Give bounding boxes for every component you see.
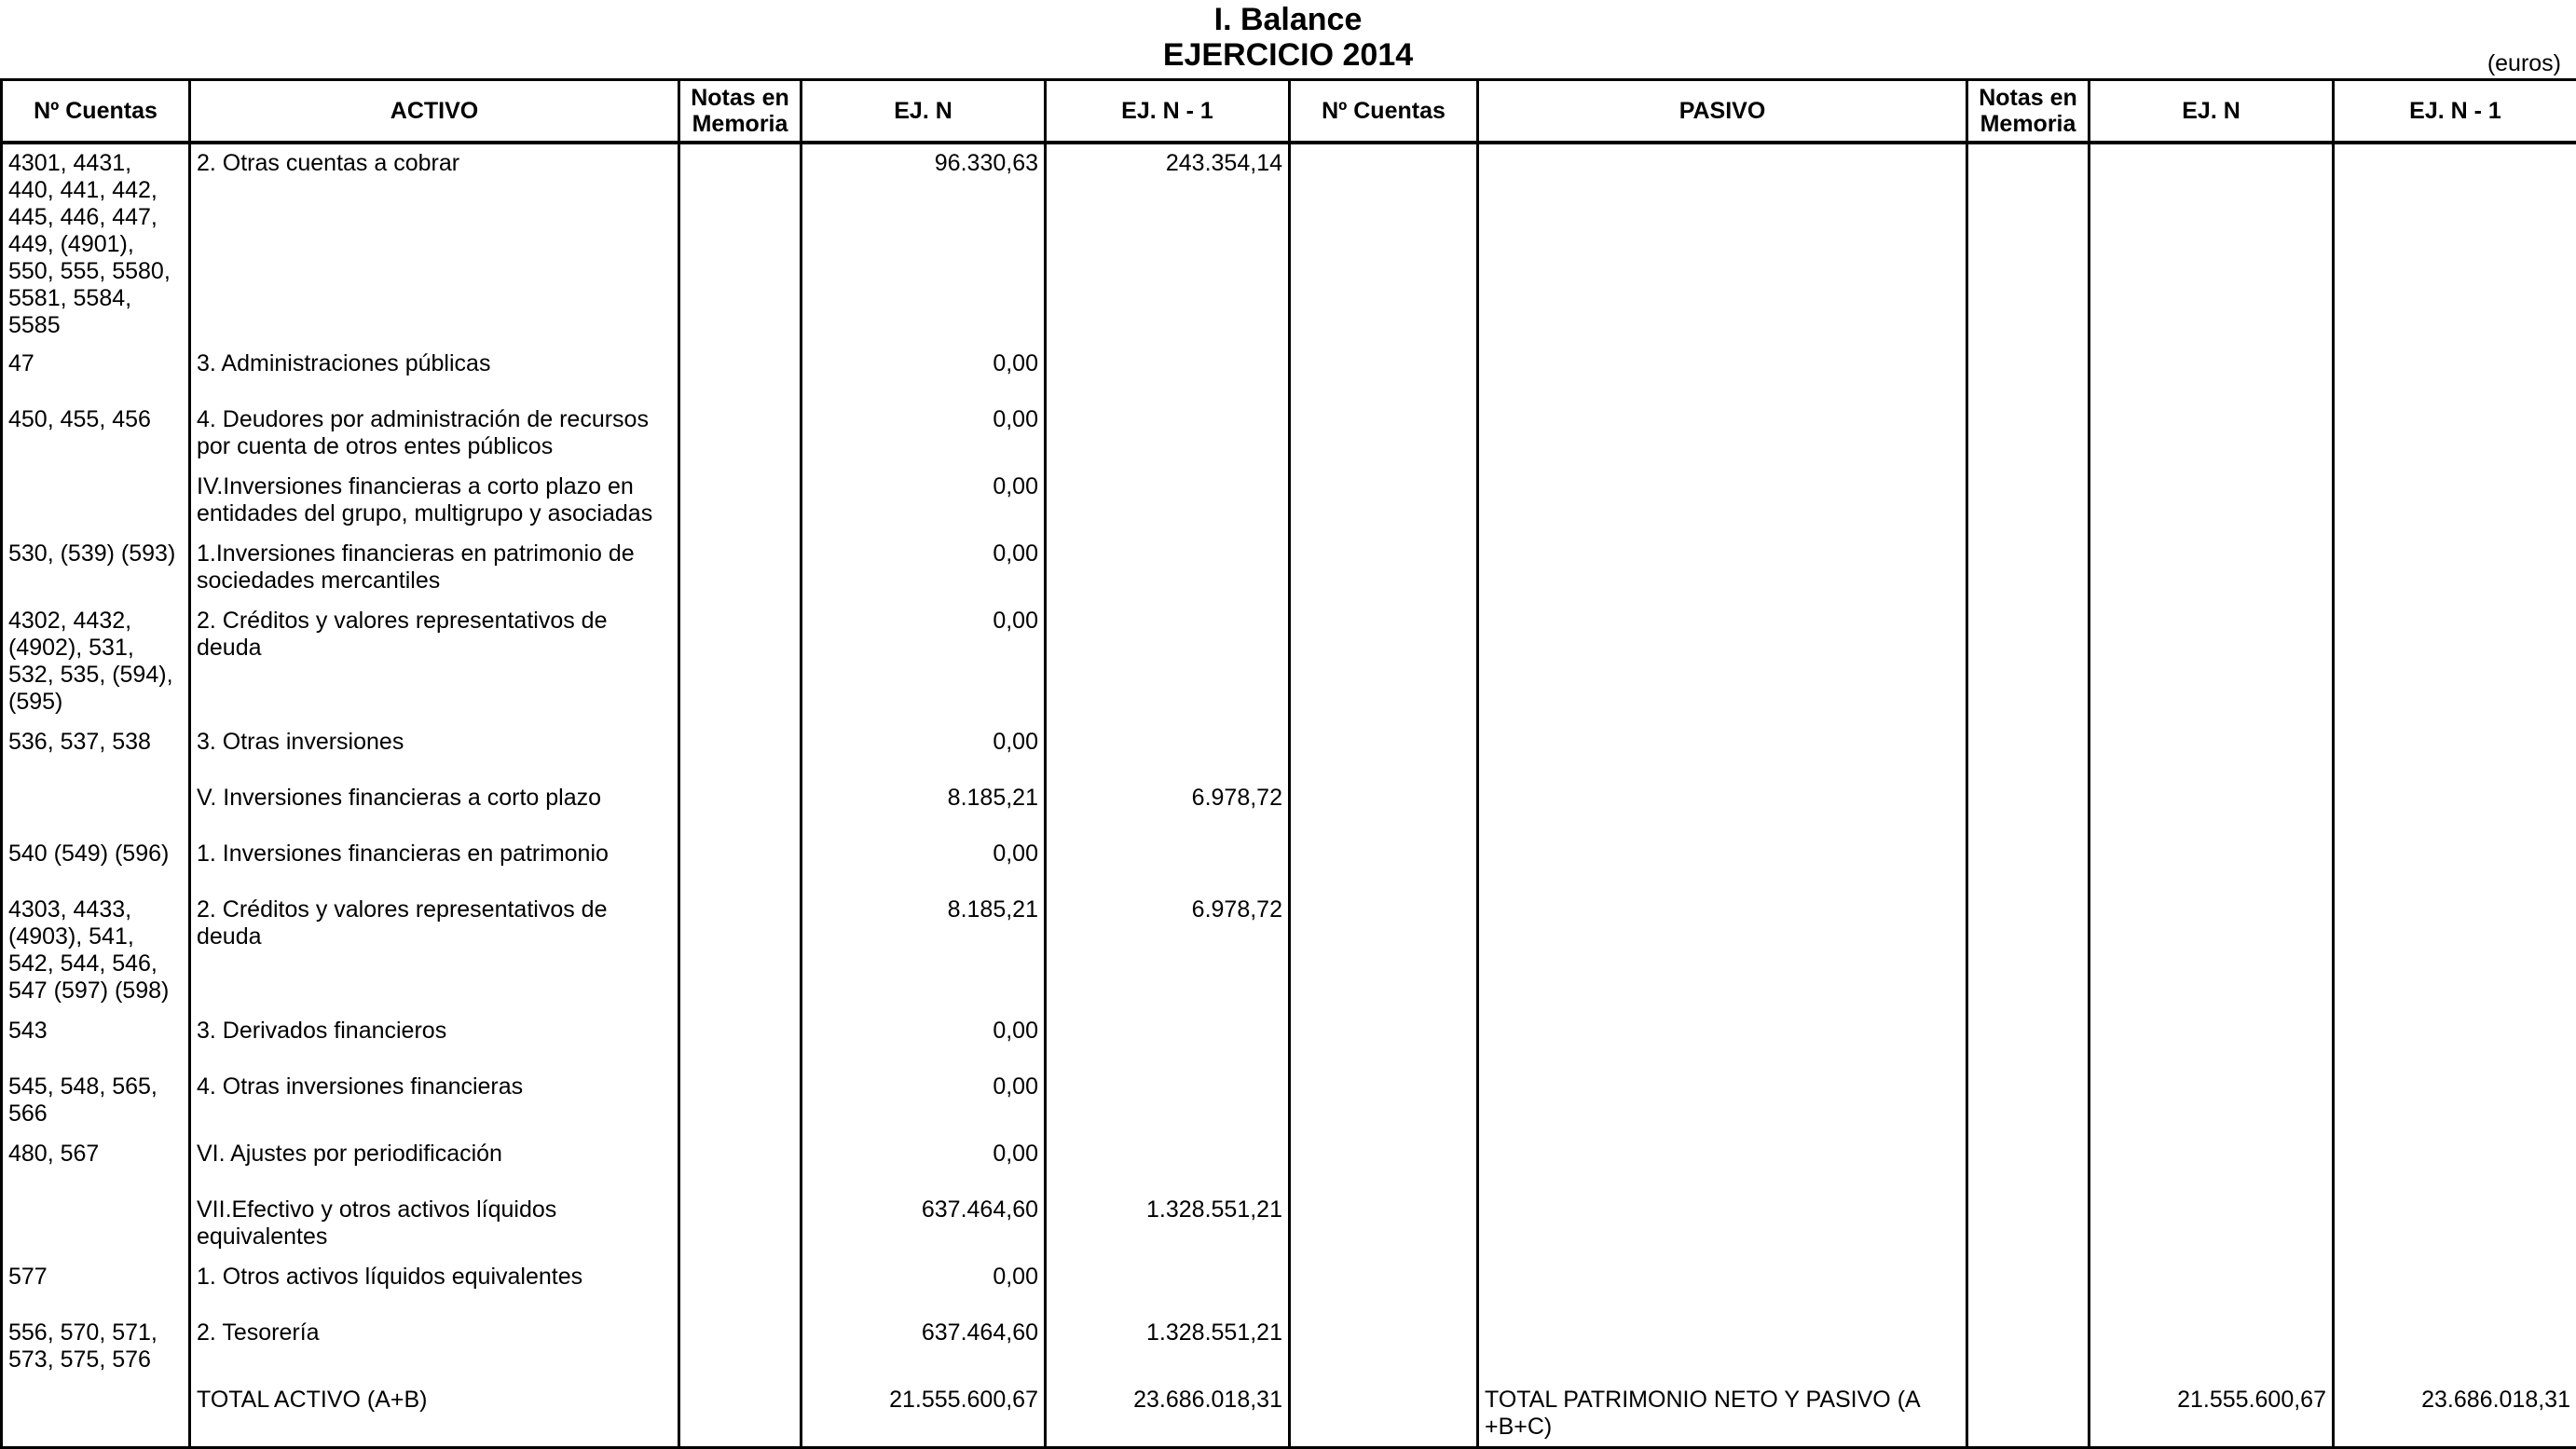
cuentas-cell: 47 — [2, 345, 190, 401]
pasivo-cell — [1478, 1068, 1967, 1135]
table-row — [2, 1012, 2576, 1068]
ej-n-1-cell — [1046, 468, 1290, 535]
ej-n-1-cell — [1046, 835, 1290, 891]
notas-cell — [679, 535, 802, 602]
activo-cell: 2. Créditos y valores representativos de deuda — [190, 602, 679, 723]
ej-n-cell: 0,00 — [802, 401, 1046, 468]
ej-n-cell: 0,00 — [802, 1068, 1046, 1135]
pasivo-cell — [1478, 1012, 1967, 1068]
table-row — [2, 835, 2576, 891]
pasivo-notas-cell — [1967, 891, 2090, 1012]
pasivo-ej-n-1-cell — [2334, 143, 2576, 345]
pasivo-ej-n-1-cell — [2334, 835, 2576, 891]
total-pasivo-ej-n: 21.555.600,67 — [2090, 1381, 2334, 1448]
ej-n-1-cell — [1046, 723, 1290, 779]
ej-n-1-cell — [1046, 602, 1290, 723]
pasivo-cuentas-cell — [1290, 1135, 1478, 1191]
pasivo-cell — [1478, 468, 1967, 535]
pasivo-cell — [1478, 143, 1967, 345]
notas-cell — [679, 1314, 802, 1381]
ej-n-cell: 8.185,21 — [802, 891, 1046, 1012]
table-row — [2, 1191, 2576, 1258]
activo-cell: 1. Inversiones financieras en patrimonio — [190, 835, 679, 891]
pasivo-cuentas-cell — [1290, 779, 1478, 835]
pasivo-ej-n-cell — [2090, 1314, 2334, 1381]
notas-cell — [679, 891, 802, 1012]
table-row — [2, 1258, 2576, 1314]
table-row — [2, 891, 2576, 1012]
header-cuentas-pasivo: Nº Cuentas — [1290, 80, 1478, 144]
pasivo-ej-n-1-cell — [2334, 401, 2576, 468]
pasivo-notas-cell — [1967, 602, 2090, 723]
notas-cell — [679, 835, 802, 891]
cuentas-cell — [2, 1191, 190, 1258]
cuentas-cell: 545, 548, 565, 566 — [2, 1068, 190, 1135]
pasivo-notas-cell — [1967, 1258, 2090, 1314]
cuentas-cell — [2, 468, 190, 535]
notas-cell — [679, 1191, 802, 1258]
pasivo-cuentas-cell — [1290, 345, 1478, 401]
cuentas-cell: 450, 455, 456 — [2, 401, 190, 468]
header-cuentas: Nº Cuentas — [2, 80, 190, 144]
ej-n-1-cell: 1.328.551,21 — [1046, 1191, 1290, 1258]
ej-n-1-cell: 1.328.551,21 — [1046, 1314, 1290, 1381]
pasivo-cell — [1478, 1135, 1967, 1191]
activo-cell: V. Inversiones financieras a corto plazo — [190, 779, 679, 835]
activo-cell: 1. Otros activos líquidos equivalentes — [190, 1258, 679, 1314]
table-row — [2, 535, 2576, 602]
table-row — [2, 1135, 2576, 1191]
pasivo-ej-n-1-cell — [2334, 535, 2576, 602]
header-notas-pasivo: Notas en Memoria — [1967, 80, 2090, 144]
pasivo-cell — [1478, 891, 1967, 1012]
pasivo-ej-n-1-cell — [2334, 602, 2576, 723]
notas-cell — [679, 1258, 802, 1314]
notas-cell — [679, 143, 802, 345]
cuentas-cell: 480, 567 — [2, 1135, 190, 1191]
pasivo-notas-cell — [1967, 1314, 2090, 1381]
ej-n-1-cell: 6.978,72 — [1046, 779, 1290, 835]
notas-cell — [679, 401, 802, 468]
pasivo-notas-cell — [1967, 1191, 2090, 1258]
table-row — [2, 723, 2576, 779]
pasivo-ej-n-1-cell — [2334, 1191, 2576, 1258]
pasivo-cuentas-cell — [1290, 143, 1478, 345]
header-activo: ACTIVO — [190, 80, 679, 144]
ej-n-cell: 0,00 — [802, 1012, 1046, 1068]
pasivo-cell — [1478, 835, 1967, 891]
pasivo-ej-n-cell — [2090, 1068, 2334, 1135]
pasivo-ej-n-cell — [2090, 1191, 2334, 1258]
pasivo-ej-n-cell — [2090, 602, 2334, 723]
cuentas-cell — [2, 779, 190, 835]
pasivo-ej-n-cell — [2090, 143, 2334, 345]
cuentas-cell: 556, 570, 571, 573, 575, 576 — [2, 1314, 190, 1381]
ej-n-cell: 96.330,63 — [802, 143, 1046, 345]
pasivo-cell — [1478, 1314, 1967, 1381]
header-notas: Notas en Memoria — [679, 80, 802, 144]
pasivo-notas-cell — [1967, 723, 2090, 779]
ej-n-cell: 0,00 — [802, 535, 1046, 602]
pasivo-cell — [1478, 1258, 1967, 1314]
table-row — [2, 779, 2576, 835]
pasivo-ej-n-1-cell — [2334, 779, 2576, 835]
pasivo-cell — [1478, 535, 1967, 602]
total-pasivo-label: TOTAL PATRIMONIO NETO Y PASIVO (A +B+C) — [1478, 1381, 1967, 1448]
total-activo-ej-n-1: 23.686.018,31 — [1046, 1381, 1290, 1448]
cuentas-cell: 4302, 4432, (4902), 531, 532, 535, (594), (595) — [2, 602, 190, 723]
pasivo-ej-n-1-cell — [2334, 468, 2576, 535]
pasivo-cell — [1478, 401, 1967, 468]
table-row — [2, 1068, 2576, 1135]
pasivo-ej-n-1-cell — [2334, 891, 2576, 1012]
pasivo-notas-cell — [1967, 1012, 2090, 1068]
cuentas-cell: 530, (539) (593) — [2, 535, 190, 602]
ej-n-cell: 0,00 — [802, 1135, 1046, 1191]
cuentas-cell: 4301, 4431, 440, 441, 442, 445, 446, 447, 449, (4901), 550, 555, 5580, 5581, 5584, 5585 — [2, 143, 190, 345]
ej-n-cell: 637.464,60 — [802, 1314, 1046, 1381]
pasivo-cell — [1478, 602, 1967, 723]
pasivo-ej-n-1-cell — [2334, 723, 2576, 779]
activo-cell: 3. Derivados financieros — [190, 1012, 679, 1068]
activo-cell: 3. Otras inversiones — [190, 723, 679, 779]
pasivo-ej-n-1-cell — [2334, 1314, 2576, 1381]
table-row — [2, 1314, 2576, 1381]
ej-n-cell: 637.464,60 — [802, 1191, 1046, 1258]
notas-cell — [679, 779, 802, 835]
balance-table — [0, 78, 2576, 1449]
pasivo-ej-n-1-cell — [2334, 1012, 2576, 1068]
currency-unit: (euros) — [2487, 50, 2561, 77]
ej-n-cell: 0,00 — [802, 1258, 1046, 1314]
ej-n-cell: 8.185,21 — [802, 779, 1046, 835]
ej-n-1-cell: 6.978,72 — [1046, 891, 1290, 1012]
activo-cell: 4. Otras inversiones financieras — [190, 1068, 679, 1135]
pasivo-cell — [1478, 723, 1967, 779]
pasivo-notas-cell — [1967, 1068, 2090, 1135]
pasivo-ej-n-cell — [2090, 835, 2334, 891]
table-row — [2, 401, 2576, 468]
ej-n-1-cell — [1046, 1135, 1290, 1191]
table-row — [2, 602, 2576, 723]
ej-n-cell: 0,00 — [802, 345, 1046, 401]
pasivo-ej-n-cell — [2090, 468, 2334, 535]
notas-cell — [679, 1068, 802, 1135]
notas-cell — [679, 723, 802, 779]
ej-n-1-cell — [1046, 345, 1290, 401]
ej-n-1-cell — [1046, 401, 1290, 468]
pasivo-cuentas-cell — [1290, 1068, 1478, 1135]
notas-cell — [679, 468, 802, 535]
activo-cell: 3. Administraciones públicas — [190, 345, 679, 401]
activo-cell: IV.Inversiones financieras a corto plazo en entidades del grupo, multigrupo y asociadas — [190, 468, 679, 535]
ej-n-1-cell — [1046, 1068, 1290, 1135]
pasivo-ej-n-cell — [2090, 1135, 2334, 1191]
activo-cell: VI. Ajustes por periodificación — [190, 1135, 679, 1191]
pasivo-cuentas-cell — [1290, 535, 1478, 602]
pasivo-notas-cell — [1967, 1135, 2090, 1191]
pasivo-ej-n-cell — [2090, 535, 2334, 602]
pasivo-ej-n-1-cell — [2334, 345, 2576, 401]
pasivo-cell — [1478, 345, 1967, 401]
header-ej-n-pasivo: EJ. N — [2090, 80, 2334, 144]
pasivo-ej-n-cell — [2090, 1258, 2334, 1314]
cuentas-cell: 577 — [2, 1258, 190, 1314]
table-row — [2, 468, 2576, 535]
pasivo-ej-n-1-cell — [2334, 1135, 2576, 1191]
total-row — [2, 1381, 2576, 1448]
table-row — [2, 345, 2576, 401]
notas-cell — [679, 1135, 802, 1191]
activo-cell: 2. Tesorería — [190, 1314, 679, 1381]
header-ej-n-1: EJ. N - 1 — [1046, 80, 1290, 144]
pasivo-cell — [1478, 1191, 1967, 1258]
activo-cell: 2. Créditos y valores representativos de deuda — [190, 891, 679, 1012]
pasivo-notas-cell — [1967, 835, 2090, 891]
pasivo-cuentas-cell — [1290, 468, 1478, 535]
notas-cell — [679, 1012, 802, 1068]
activo-cell: 2. Otras cuentas a cobrar — [190, 143, 679, 345]
cuentas-cell: 536, 537, 538 — [2, 723, 190, 779]
pasivo-cuentas-cell — [1290, 1314, 1478, 1381]
cuentas-cell: 4303, 4433, (4903), 541, 542, 544, 546, 547 (597) (598) — [2, 891, 190, 1012]
pasivo-ej-n-cell — [2090, 1012, 2334, 1068]
pasivo-notas-cell — [1967, 401, 2090, 468]
pasivo-cuentas-cell — [1290, 1258, 1478, 1314]
pasivo-notas-cell — [1967, 468, 2090, 535]
pasivo-notas-cell — [1967, 535, 2090, 602]
pasivo-cell — [1478, 779, 1967, 835]
ej-n-1-cell — [1046, 1258, 1290, 1314]
pasivo-cuentas-cell — [1290, 891, 1478, 1012]
header-pasivo: PASIVO — [1478, 80, 1967, 144]
ej-n-cell: 0,00 — [802, 602, 1046, 723]
table-row — [2, 143, 2576, 345]
pasivo-cuentas-cell — [1290, 723, 1478, 779]
header-row — [2, 80, 2576, 144]
pasivo-cuentas-cell — [1290, 835, 1478, 891]
total-pasivo-ej-n-1: 23.686.018,31 — [2334, 1381, 2576, 1448]
ej-n-cell: 0,00 — [802, 468, 1046, 535]
activo-cell: VII.Efectivo y otros activos líquidos equivalentes — [190, 1191, 679, 1258]
pasivo-ej-n-cell — [2090, 345, 2334, 401]
pasivo-ej-n-cell — [2090, 891, 2334, 1012]
document-title: I. Balance — [0, 2, 2576, 37]
total-activo-ej-n: 21.555.600,67 — [802, 1381, 1046, 1448]
cuentas-cell: 543 — [2, 1012, 190, 1068]
header-ej-n: EJ. N — [802, 80, 1046, 144]
pasivo-cuentas-cell — [1290, 602, 1478, 723]
pasivo-cuentas-cell — [1290, 1012, 1478, 1068]
notas-cell — [679, 345, 802, 401]
pasivo-ej-n-cell — [2090, 401, 2334, 468]
pasivo-ej-n-cell — [2090, 779, 2334, 835]
pasivo-notas-cell — [1967, 143, 2090, 345]
ej-n-1-cell: 243.354,14 — [1046, 143, 1290, 345]
ej-n-1-cell — [1046, 535, 1290, 602]
pasivo-cuentas-cell — [1290, 1191, 1478, 1258]
ej-n-1-cell — [1046, 1012, 1290, 1068]
pasivo-notas-cell — [1967, 779, 2090, 835]
notas-cell — [679, 602, 802, 723]
header-ej-n-1-pasivo: EJ. N - 1 — [2334, 80, 2576, 144]
pasivo-ej-n-cell — [2090, 723, 2334, 779]
ej-n-cell: 0,00 — [802, 723, 1046, 779]
activo-cell: 4. Deudores por administración de recursos por cuenta de otros entes públicos — [190, 401, 679, 468]
ej-n-cell: 0,00 — [802, 835, 1046, 891]
pasivo-cuentas-cell — [1290, 401, 1478, 468]
document-subtitle: EJERCICIO 2014 — [0, 37, 2576, 73]
cuentas-cell: 540 (549) (596) — [2, 835, 190, 891]
total-activo-label: TOTAL ACTIVO (A+B) — [190, 1381, 679, 1448]
activo-cell: 1.Inversiones financieras en patrimonio de sociedades mercantiles — [190, 535, 679, 602]
pasivo-notas-cell — [1967, 345, 2090, 401]
pasivo-ej-n-1-cell — [2334, 1068, 2576, 1135]
pasivo-ej-n-1-cell — [2334, 1258, 2576, 1314]
